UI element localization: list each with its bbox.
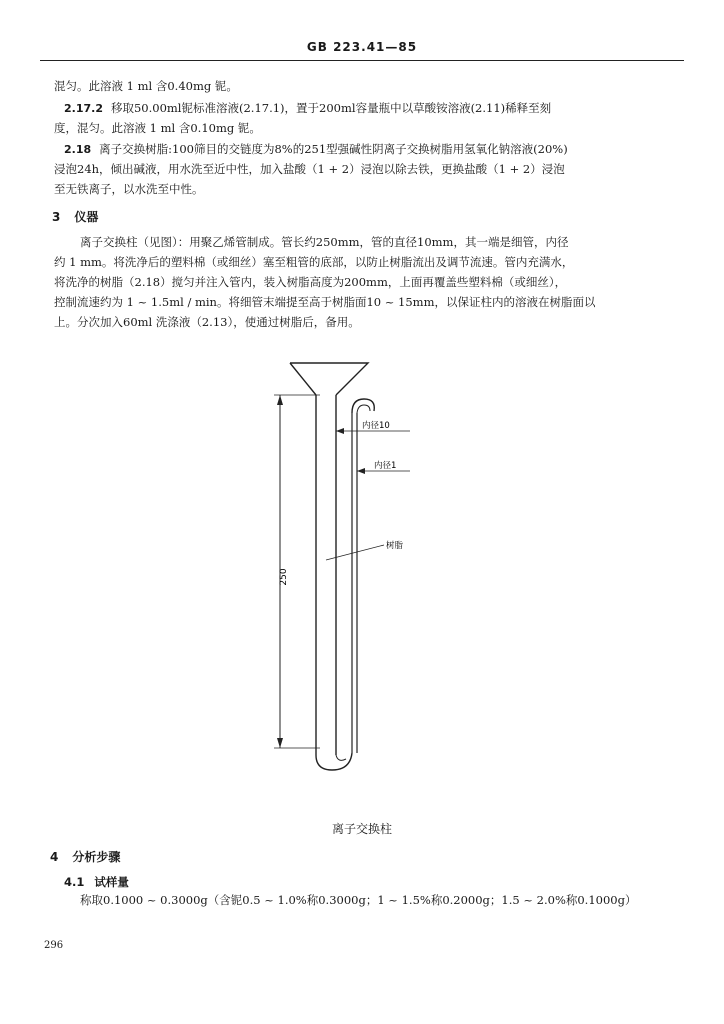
leader-inner1-arrow bbox=[357, 468, 365, 474]
funnel-outline bbox=[290, 363, 368, 395]
section-number: 4 bbox=[50, 850, 59, 864]
dimension-arrow-top bbox=[277, 395, 283, 405]
thin-tube-hook-inner bbox=[357, 405, 370, 413]
funnel-left-edge bbox=[290, 363, 316, 395]
section-number: 3 bbox=[52, 210, 61, 224]
section-title: 分析步骤 bbox=[72, 850, 121, 864]
paragraph-2-17-2-line2: 度，混匀。此溶液 1 ml 含0.10mg 铌。 bbox=[54, 121, 261, 135]
text-line: 混匀。此溶液 1 ml 含0.40mg 铌。 bbox=[54, 79, 238, 93]
subsection-title: 试样量 bbox=[94, 875, 129, 889]
label-inner10: 内径10 bbox=[362, 421, 390, 431]
paragraph-2-18-line2: 浸泡24h，倾出碱液，用水洗至近中性，加入盐酸（1 + 2）浸泡以除去铁，更换盐酸（1 + 2）浸泡 bbox=[54, 162, 565, 176]
tube-inner-bend bbox=[336, 755, 346, 760]
clause-text: 离子交换树脂:100筛目的交链度为8%的251型强碱性阴离子交换树脂用氢氧化钠溶液(20%) bbox=[99, 142, 568, 156]
header-rule bbox=[40, 60, 684, 61]
page-number: 296 bbox=[44, 940, 64, 951]
leader-resin bbox=[326, 545, 384, 560]
section-3-line3: 将洗净的树脂（2.18）搅匀并注入管内，装入树脂高度为200mm，上面再覆盖些塑料棉（或细丝）， bbox=[54, 275, 567, 289]
section-4-heading bbox=[50, 848, 120, 865]
dimension-label: 250 bbox=[279, 568, 289, 586]
subsection-number: 4.1 bbox=[64, 875, 85, 889]
tube-bottom-bend bbox=[316, 753, 352, 770]
leader-inner10-arrow bbox=[336, 428, 344, 434]
label-inner1: 内径1 bbox=[374, 461, 397, 471]
ion-exchange-column-figure bbox=[260, 355, 440, 785]
paragraph-2-18-line1 bbox=[64, 141, 674, 158]
dimension-arrow-bottom bbox=[277, 738, 283, 748]
standard-header: GB 223.41—85 bbox=[306, 40, 418, 54]
paragraph-2-18-line3: 至无铁离子，以水洗至中性。 bbox=[54, 182, 204, 196]
section-3-heading bbox=[52, 208, 98, 225]
subsection-4-1-heading bbox=[64, 874, 129, 890]
label-resin: 树脂 bbox=[386, 541, 404, 551]
paragraph-2-17-2-line1 bbox=[64, 100, 674, 117]
section-3-line2: 约 1 mm。将洗净后的塑料棉（或细丝）塞至粗管的底部，以防止树脂流出及调节流速。管内充满水， bbox=[54, 255, 574, 269]
clause-number: 2.18 bbox=[64, 143, 92, 156]
section-title: 仪器 bbox=[74, 210, 99, 224]
figure-caption: 离子交换柱 bbox=[331, 822, 392, 836]
section-4-1-line: 称取0.1000 ~ 0.3000g（含铌0.5 ~ 1.0%称0.3000g；1 ~ 1.5%称0.2000g；1.5 ~ 2.0%称0.1000g） bbox=[80, 893, 637, 907]
thin-tube-hook bbox=[352, 399, 374, 413]
clause-text: 移取50.00ml铌标准溶液(2.17.1)，置于200ml容量瓶中以草酸铵溶液(2.11)稀释至刻 bbox=[110, 101, 552, 115]
section-3-line5: 上。分次加入60ml 洗涤液（2.13），使通过树脂后，备用。 bbox=[54, 315, 360, 329]
clause-number: 2.17.2 bbox=[64, 102, 103, 115]
section-3-line1: 离子交换柱（见图）：用聚乙烯管制成。管长约250mm，管的直径10mm，其一端是细管，内径 bbox=[80, 235, 569, 249]
section-3-line4: 控制流速约为 1 ~ 1.5ml / min。将细管末端提至高于树脂面10 ~ 15mm，以保证柱内的溶液在树脂面以 bbox=[54, 295, 596, 309]
